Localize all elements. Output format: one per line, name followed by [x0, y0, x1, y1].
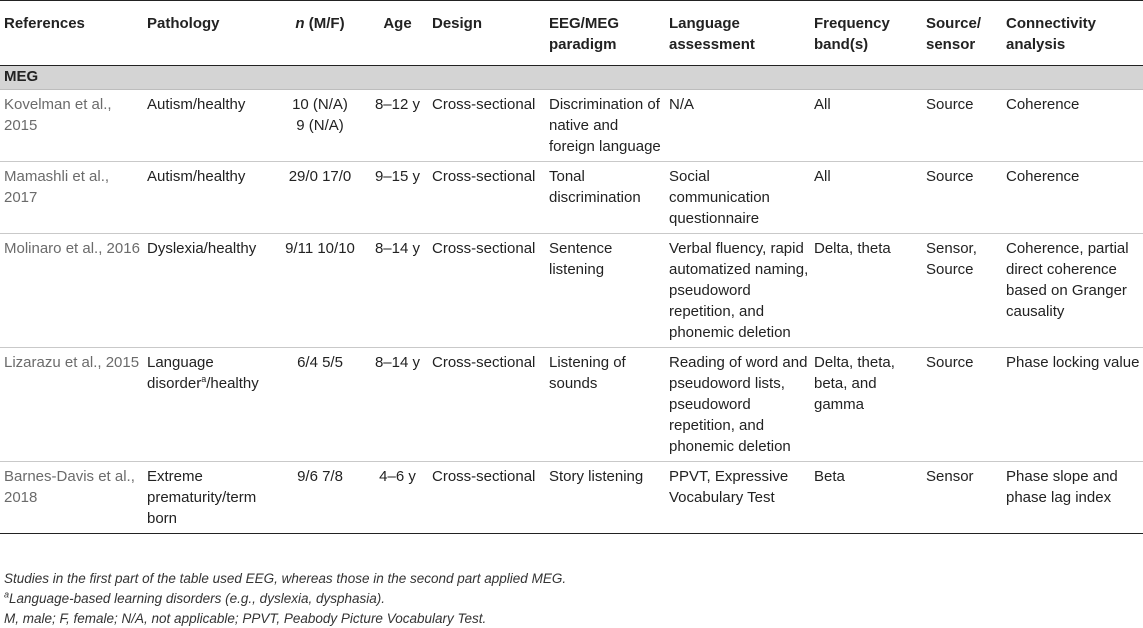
section-row-meg	[0, 66, 1143, 90]
header-paradigm-line1: EEG/MEG	[549, 15, 620, 32]
cell-source: Source	[922, 348, 1002, 462]
cell-pathology: Dyslexia/healthy	[143, 234, 273, 348]
header-source-line1: Source/	[926, 15, 982, 32]
cell-pathology: Autism/healthy	[143, 90, 273, 162]
pathology-text-suffix: /healthy	[206, 375, 259, 392]
reference-line1: Barnes-Davis et al.,	[4, 468, 135, 485]
cell-pathology: Autism/healthy	[143, 162, 273, 234]
n-line1: 10 (N/A)	[292, 96, 348, 113]
cell-frequency: Delta, theta, beta, and gamma	[810, 348, 922, 462]
cell-connectivity: Phase slope and phase lag index	[1002, 462, 1143, 534]
header-age: Age	[363, 1, 428, 66]
cell-frequency: Beta	[810, 462, 922, 534]
header-connectivity-line1: Connectivity	[1006, 15, 1097, 32]
cell-design: Cross-sectional	[428, 462, 545, 534]
cell-design: Cross-sectional	[428, 234, 545, 348]
cell-reference	[0, 462, 143, 534]
cell-paradigm: Sentence listening	[545, 234, 665, 348]
reference-line1: Kovelman et al.,	[4, 96, 112, 113]
table-row	[0, 162, 1143, 234]
footnote-1: Studies in the first part of the table used EEG, whereas those in the second part applied MEG.	[4, 571, 567, 586]
reference-line2: 2017	[4, 189, 38, 206]
table-row	[0, 462, 1143, 534]
cell-reference	[0, 162, 143, 234]
header-row	[0, 1, 1143, 66]
reference-line2: 2015	[4, 117, 38, 134]
pathology-text: Language disorder	[147, 354, 214, 392]
header-n-suffix: (M/F)	[304, 15, 345, 32]
cell-language: PPVT, Expressive Vocabulary Test	[665, 462, 810, 534]
header-frequency-line2: band(s)	[814, 36, 869, 53]
header-paradigm	[545, 1, 665, 66]
header-connectivity-line2: analysis	[1006, 36, 1066, 53]
cell-reference: Lizarazu et al., 2015	[0, 348, 143, 462]
header-references: References	[0, 1, 143, 66]
cell-n: 29/0 17/0	[273, 162, 363, 234]
cell-n	[273, 90, 363, 162]
cell-age: 4–6 y	[363, 462, 428, 534]
header-pathology: Pathology	[143, 1, 273, 66]
table-row	[0, 234, 1143, 348]
cell-source: Source	[922, 90, 1002, 162]
cell-paradigm: Listening of sounds	[545, 348, 665, 462]
footnote-3: M, male; F, female; N/A, not applicable; PPVT, Peabody Picture Vocabulary Test.	[4, 611, 487, 626]
header-language-line1: Language	[669, 15, 740, 32]
cell-frequency: All	[810, 90, 922, 162]
header-language-line2: assessment	[669, 36, 755, 53]
cell-source: Source	[922, 162, 1002, 234]
section-label: MEG	[0, 66, 1143, 90]
footnote-marker: a	[201, 374, 207, 384]
header-connectivity	[1002, 1, 1143, 66]
cell-design: Cross-sectional	[428, 90, 545, 162]
cell-pathology	[143, 348, 273, 462]
header-n	[273, 1, 363, 66]
n-line2: 9 (N/A)	[296, 117, 344, 134]
cell-connectivity: Coherence	[1002, 90, 1143, 162]
header-frequency-line1: Frequency	[814, 15, 890, 32]
cell-paradigm: Discrimination of native and foreign language	[545, 90, 665, 162]
cell-connectivity: Coherence, partial direct coherence based on Granger causality	[1002, 234, 1143, 348]
cell-language: Verbal fluency, rapid automatized naming, pseudoword repetition, and phonemic deletion	[665, 234, 810, 348]
header-n-prefix: n	[295, 15, 305, 32]
footnote-2-text: Language-based learning disorders (e.g., dyslexia, dysphasia).	[9, 591, 385, 606]
footnote-2-marker: a	[4, 589, 10, 600]
table-row	[0, 90, 1143, 162]
table-row	[0, 348, 1143, 462]
cell-n: 9/11 10/10	[273, 234, 363, 348]
cell-language: Reading of word and pseudoword lists, pseudoword repetition, and phonemic deletion	[665, 348, 810, 462]
cell-n: 9/6 7/8	[273, 462, 363, 534]
cell-reference	[0, 90, 143, 162]
cell-design: Cross-sectional	[428, 162, 545, 234]
footnote-2	[4, 589, 385, 608]
cell-language: Social communication questionnaire	[665, 162, 810, 234]
reference-line1: Mamashli et al.,	[4, 168, 110, 185]
cell-paradigm: Tonal discrimination	[545, 162, 665, 234]
cell-source: Sensor, Source	[922, 234, 1002, 348]
header-design: Design	[428, 1, 545, 66]
cell-frequency: Delta, theta	[810, 234, 922, 348]
cell-source: Sensor	[922, 462, 1002, 534]
cell-reference: Molinaro et al., 2016	[0, 234, 143, 348]
cell-age: 8–12 y	[363, 90, 428, 162]
reference-line2: 2018	[4, 489, 38, 506]
cell-frequency: All	[810, 162, 922, 234]
header-frequency	[810, 1, 922, 66]
cell-paradigm: Story listening	[545, 462, 665, 534]
cell-language: N/A	[665, 90, 810, 162]
header-language	[665, 1, 810, 66]
cell-age: 8–14 y	[363, 348, 428, 462]
cell-age: 9–15 y	[363, 162, 428, 234]
header-source-line2: sensor	[926, 36, 976, 53]
cell-connectivity: Coherence	[1002, 162, 1143, 234]
header-paradigm-line2: paradigm	[549, 36, 617, 53]
cell-n: 6/4 5/5	[273, 348, 363, 462]
cell-design: Cross-sectional	[428, 348, 545, 462]
cell-age: 8–14 y	[363, 234, 428, 348]
cell-connectivity: Phase locking value	[1002, 348, 1143, 462]
cell-pathology: Extreme prematurity/term born	[143, 462, 273, 534]
header-source	[922, 1, 1002, 66]
